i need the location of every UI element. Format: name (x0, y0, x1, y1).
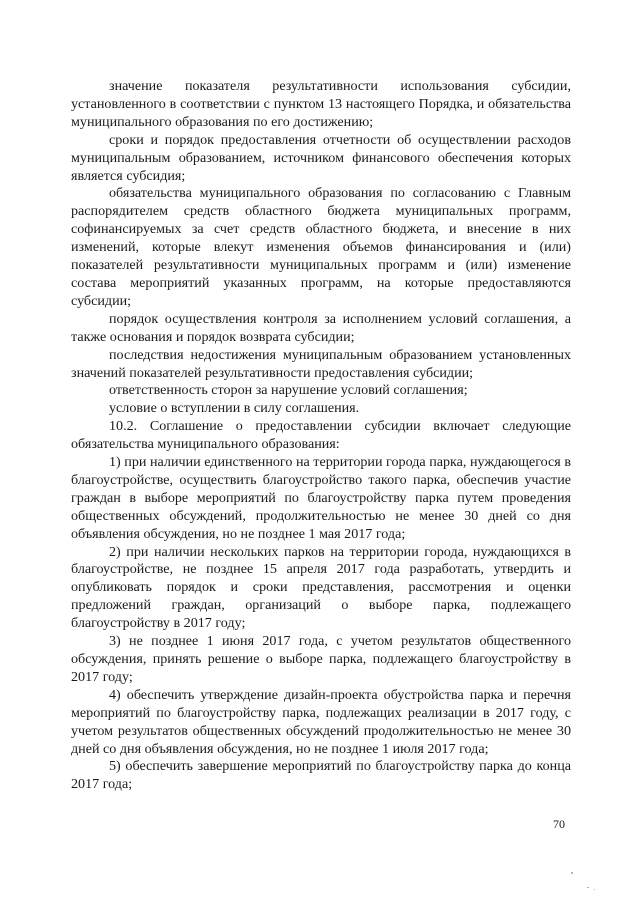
paragraph: значение показателя результативности использования субсидии, установленного в соответствии с пунктом 13 настоящего Порядка, и обязательства муниципального образования по его достижению; (71, 78, 571, 130)
document-body (71, 78, 571, 794)
scan-speck (571, 872, 573, 874)
paragraph: сроки и порядок предоставления отчетности об осуществлении расходов муниципальным образованием, источником финансового обеспечения которых является субсидия; (71, 131, 571, 184)
paragraph: 10.2. Соглашение о предоставлении субсидии включает следующие обязательства муниципального образования: (71, 418, 571, 453)
paragraph: последствия недостижения муниципальным образованием установленных значений показателей результативности предоставления субсидии; (71, 346, 571, 381)
scan-speck (594, 889, 595, 890)
page-number: 70 (553, 817, 565, 831)
paragraph: обязательства муниципального образования по согласованию с Главным распорядителем средств областного бюджета муниципальных программ, софинансируемых за счет средств областного бюджета, и внесение в них изменений, которые влекут изменения объемов финансирования и (или) показателей результативности муниципальных программ и (или) изменение состава мероприятий указанных программ, на которые предоставляются субсидии; (71, 185, 571, 309)
paragraph: порядок осуществления контроля за исполнением условий соглашения, а также основания и порядок возврата субсидии; (71, 310, 571, 345)
list-item: 5) обеспечить завершение мероприятий по благоустройству парка до конца 2017 года; (71, 758, 571, 793)
scan-speck (587, 887, 589, 888)
list-item: 3) не позднее 1 июня 2017 года, с учетом результатов общественного обсуждения, принять решение о выборе парка, подлежащего благоустройству в 2017 году; (71, 633, 571, 685)
paragraph: ответственность сторон за нарушение условий соглашения; (109, 382, 468, 399)
list-item: 2) при наличии нескольких парков на территории города, нуждающихся в благоустройстве, не позднее 15 апреля 2017 года разработать, утвердить и опубликовать порядок и сроки представления, рассмотрения и оценки предложений граждан, организаций о выборе парка, подлежащего благоустройству в 2017 году; (71, 543, 571, 632)
list-item: 4) обеспечить утверждение дизайн-проекта обустройства парка и перечня мероприятий по благоустройству парка, подлежащих реализации в 2017 году, с учетом результатов общественных обсуждений продолжительностью не менее 30 дней со дня объявления обсуждения, но не позднее 1 июля 2017 года; (71, 686, 571, 757)
paragraph: условие о вступлении в силу соглашения. (109, 400, 360, 417)
list-item: 1) при наличии единственного на территории города парка, нуждающегося в благоустройстве, осуществить благоустройство такого парка, обеспечив участие граждан в выборе мероприятий по благоустройству парка путем проведения общественных обсуждений, продолжительностью не менее 30 дней со дня объявления обсуждения, но не позднее 1 мая 2017 года; (71, 454, 571, 542)
